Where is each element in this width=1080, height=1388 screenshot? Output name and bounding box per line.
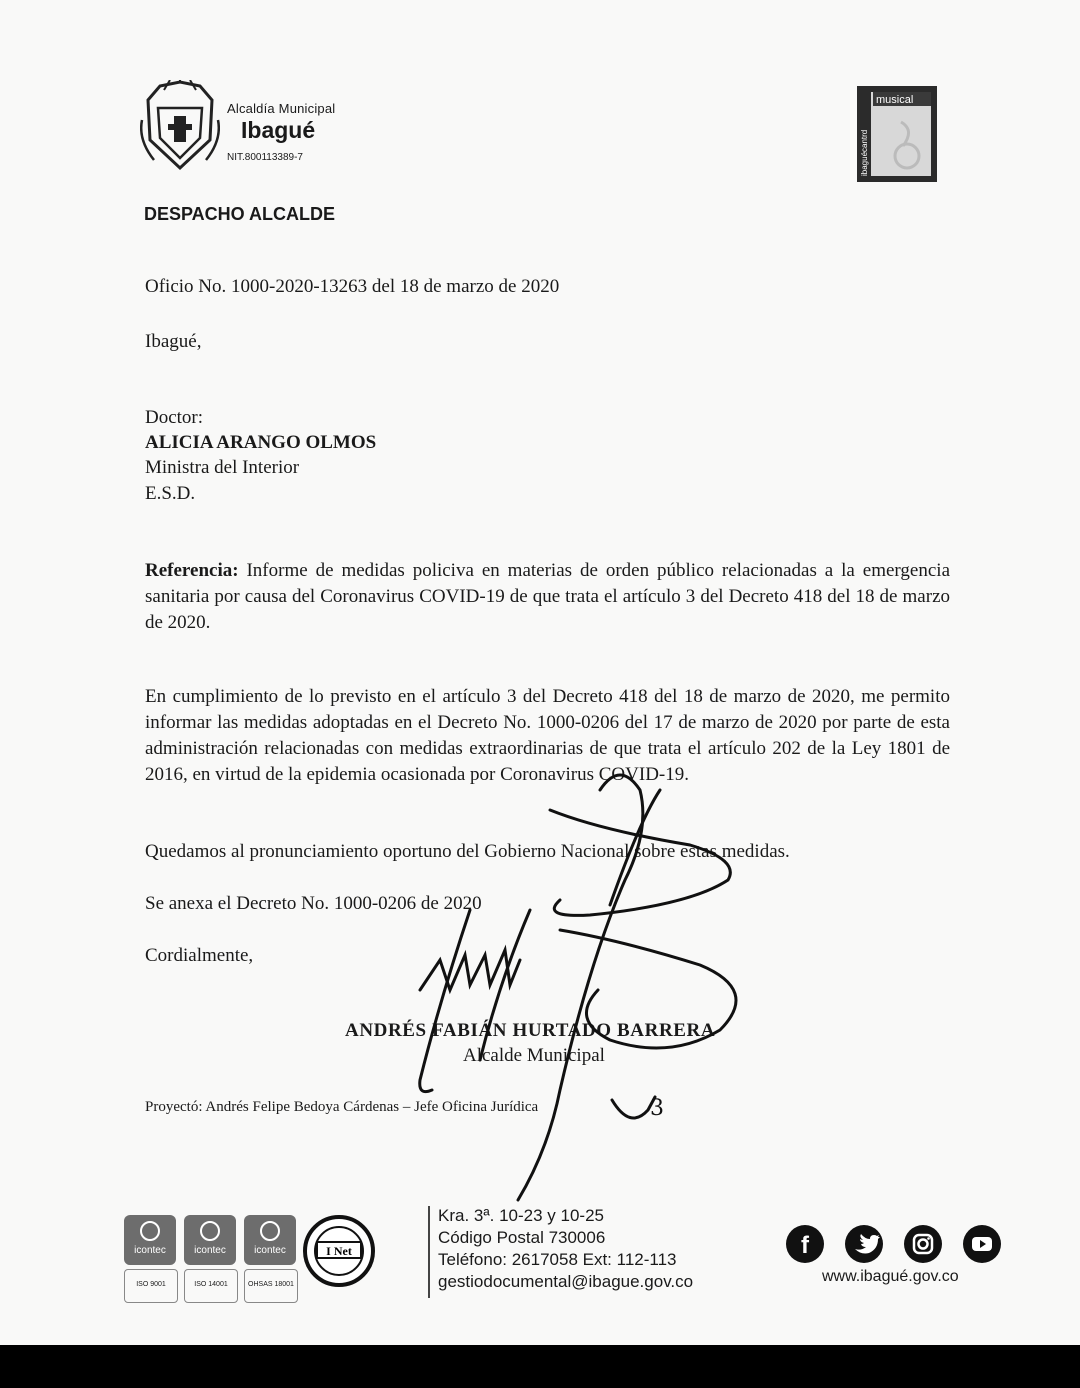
farewell: Cordialmente,: [145, 945, 254, 966]
screen-bottom-bar: [0, 1345, 1080, 1388]
initials-mark: 3: [650, 1096, 664, 1121]
badge-side-text: ibaguécantrd: [860, 129, 869, 176]
department-heading: DESPACHO ALCALDE: [144, 204, 336, 224]
footer-divider: [428, 1206, 430, 1298]
projected-by: Proyectó: Andrés Felipe Bedoya Cárdenas – Jefe Oficina Jurídica: [145, 1099, 539, 1115]
instagram-icon[interactable]: [904, 1225, 942, 1263]
signer-name: ANDRÉS FABIÁN HURTADO BARRERA: [345, 1020, 716, 1041]
icontec-icon: [200, 1221, 220, 1241]
alcaldia-label: Alcaldía Municipal: [227, 101, 336, 116]
ibague-crest-logo: [140, 80, 220, 175]
footer-email: gestiodocumental@ibague.gov.co: [438, 1272, 694, 1291]
badge-text: musical: [876, 94, 914, 106]
footer-phone: Teléfono: 2617058 Ext: 112-113: [438, 1250, 677, 1269]
reference-paragraph: [145, 558, 950, 636]
recipient-title: Ministra del Interior: [145, 457, 300, 478]
svg-text:f: f: [801, 1232, 809, 1259]
recipient-salutation: Doctor:: [145, 407, 204, 428]
reference-text: Informe de medidas policiva en materias de orden público relacionadas a la emergencia sanitaria por causa del Coronavirus COVID-19 de que trata el artículo 3 del Decreto 418 del 18 de marzo de 2020.: [145, 560, 950, 633]
nit-number: NIT.800113389-7: [227, 152, 303, 163]
icontec-icon: [140, 1221, 160, 1241]
inet-label: I Net: [326, 1244, 352, 1258]
website-link[interactable]: www.ibagué.gov.co: [822, 1268, 959, 1285]
annex-line: Se anexa el Decreto No. 1000-0206 de 2020: [145, 893, 482, 914]
footer-address: Kra. 3ª. 10-23 y 10-25: [438, 1206, 604, 1225]
footer-postal-code: Código Postal 730006: [438, 1228, 606, 1247]
closing-paragraph: Quedamos al pronunciamiento oportuno del Gobierno Nacional sobre estas medidas.: [145, 841, 790, 862]
city-name: Ibagué: [241, 117, 316, 143]
place-line: Ibagué,: [145, 331, 202, 352]
body-paragraph: En cumplimiento de lo previsto en el artículo 3 del Decreto 418 del 18 de marzo de 2020, me permito informar las medidas adoptadas en el Decreto No. 1000-0206 del 17 de marzo de 2020 por parte de esta administración relacionadas con medidas extraordinarias de que trata el artículo 202 de la Ley 1801 de 2016, en virtud de la epidemia ocasionada por Coronavirus COVID-19.: [145, 686, 950, 785]
reference-label: Referencia:: [145, 560, 239, 581]
icontec-cert-1: icontec ISO 9001: [124, 1215, 176, 1305]
facebook-icon[interactable]: [786, 1225, 824, 1263]
recipient-name: ALICIA ARANGO OLMOS: [145, 432, 377, 453]
recipient-esd: E.S.D.: [145, 483, 196, 504]
icontec-icon: [260, 1221, 280, 1241]
icontec-cert-3: icontec OHSAS 18001: [244, 1215, 296, 1305]
ibague-musical-badge: [857, 86, 937, 182]
signer-title: Alcalde Municipal: [463, 1045, 605, 1066]
icontec-cert-2: icontec ISO 14001: [184, 1215, 236, 1305]
youtube-icon[interactable]: [963, 1225, 1001, 1263]
twitter-icon[interactable]: [845, 1225, 883, 1263]
reference-number: Oficio No. 1000-2020-13263 del 18 de marzo de 2020: [145, 276, 560, 297]
inet-cert-seal: [303, 1214, 375, 1288]
